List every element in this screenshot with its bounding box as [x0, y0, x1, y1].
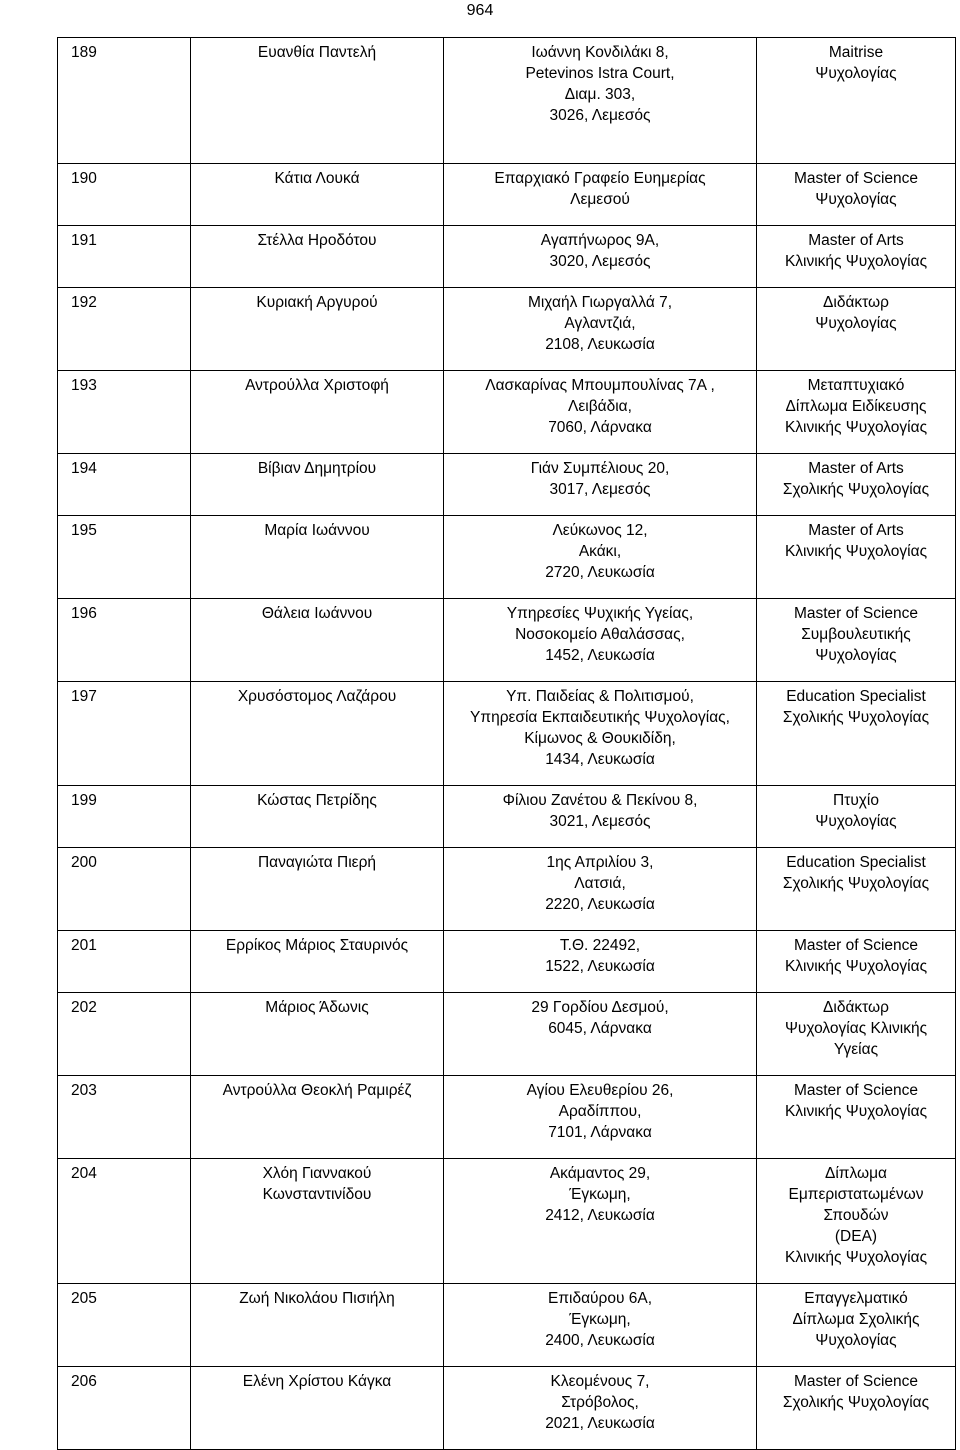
table-row	[58, 371, 956, 454]
address-line: Διαμ. 303,	[564, 86, 636, 103]
degree-line: Σπουδών	[823, 1207, 889, 1224]
address-line: Επιδαύρου 6Α,	[547, 1290, 653, 1307]
address-line: 2412, Λευκωσία	[545, 1207, 655, 1224]
degree-line: Κλινικής Ψυχολογίας	[784, 1249, 928, 1266]
address-line: 1522, Λευκωσία	[545, 958, 655, 975]
registry-number: 190	[58, 164, 191, 226]
registry-number: 200	[58, 848, 191, 931]
registry-number: 202	[58, 993, 191, 1076]
degree-line: Master of Science	[793, 170, 919, 187]
person-name-line: Ερρίκος Μάριος Σταυρινός	[225, 937, 409, 954]
degree-line: Education Specialist	[786, 854, 926, 871]
address-line: Ιωάννη Κονδιλάκι 8,	[531, 44, 669, 61]
degree-line: Μεταπτυχιακό	[807, 377, 905, 394]
registry-number: 196	[58, 599, 191, 682]
degree-line: Master of Science	[793, 1082, 919, 1099]
person-name	[191, 1159, 444, 1284]
address-line: Έγκωμη,	[569, 1186, 631, 1203]
registry-number: 201	[58, 931, 191, 993]
address	[444, 1367, 757, 1450]
person-name-line: Κυριακή Αργυρού	[256, 294, 378, 311]
person-name-line: Χλόη Γιαννακού	[262, 1165, 372, 1182]
person-name-line: Κωνσταντινίδου	[262, 1186, 372, 1203]
person-name	[191, 38, 444, 164]
person-name	[191, 164, 444, 226]
degree-line: Σχολικής Ψυχολογίας	[782, 1394, 930, 1411]
address-line: Λεύκωνος 12,	[552, 522, 648, 539]
degree-line: Master of Arts	[808, 522, 904, 539]
person-name-line: Ζωή Νικολάου Πισιήλη	[239, 1290, 395, 1307]
person-name-line: Παναγιώτα Πιερή	[257, 854, 377, 871]
person-name	[191, 288, 444, 371]
address-line: Ακάκι,	[578, 543, 622, 560]
person-name-line: Χρυσόστομος Λαζάρου	[237, 688, 397, 705]
person-name-line: Μαρία Ιωάννου	[264, 522, 370, 539]
table-row	[58, 1076, 956, 1159]
address-line: Λειβάδια,	[568, 398, 632, 415]
degree-line: Σχολικής Ψυχολογίας	[782, 875, 930, 892]
address-line: 2108, Λευκωσία	[545, 336, 655, 353]
degree	[757, 931, 956, 993]
table-row	[58, 1159, 956, 1284]
person-name	[191, 786, 444, 848]
registry-number: 206	[58, 1367, 191, 1450]
address-line: Γιάν Συμπέλιους 20,	[530, 460, 670, 477]
address-line: Λατσιά,	[574, 875, 626, 892]
degree-line: Master of Arts	[808, 460, 904, 477]
person-name-line: Αντρούλλα Χριστοφή	[245, 377, 389, 394]
person-name	[191, 931, 444, 993]
table-row	[58, 226, 956, 288]
registry-table	[57, 37, 956, 1450]
table-row	[58, 1284, 956, 1367]
address-line: Έγκωμη,	[569, 1311, 631, 1328]
person-name-line: Αντρούλλα Θεοκλή Ραμιρέζ	[222, 1082, 412, 1099]
address-line: 2021, Λευκωσία	[545, 1415, 655, 1432]
degree-line: Κλινικής Ψυχολογίας	[784, 253, 928, 270]
table-row	[58, 516, 956, 599]
address-line: 7060, Λάρνακα	[548, 419, 652, 436]
degree-line: Συμβουλευτικής	[801, 626, 911, 643]
degree-line: Ψυχολογίας	[815, 1332, 897, 1349]
degree-line: Κλινικής Ψυχολογίας	[784, 1103, 928, 1120]
address-line: Λασκαρίνας Μπουμπουλίνας 7Α ,	[485, 377, 715, 394]
degree	[757, 516, 956, 599]
person-name	[191, 371, 444, 454]
address	[444, 454, 757, 516]
degree-line: Ψυχολογίας	[815, 315, 897, 332]
person-name-line: Ελένη Χρίστου Κάγκα	[242, 1373, 392, 1390]
degree	[757, 848, 956, 931]
person-name	[191, 516, 444, 599]
address	[444, 1159, 757, 1284]
address-line: Μιχαήλ Γιωργαλλά 7,	[527, 294, 673, 311]
address	[444, 931, 757, 993]
table-row	[58, 164, 956, 226]
degree-line: Master of Science	[793, 605, 919, 622]
registry-number: 195	[58, 516, 191, 599]
degree-line: Δίπλωμα	[825, 1165, 887, 1182]
person-name-line: Βίβιαν Δημητρίου	[257, 460, 377, 477]
address	[444, 786, 757, 848]
table-row	[58, 848, 956, 931]
registry-number: 189	[58, 38, 191, 164]
degree	[757, 226, 956, 288]
person-name	[191, 1076, 444, 1159]
address	[444, 1284, 757, 1367]
address-line: 3026, Λεμεσός	[549, 107, 651, 124]
address	[444, 516, 757, 599]
degree-line: Education Specialist	[786, 688, 926, 705]
person-name	[191, 993, 444, 1076]
degree-line: Διδάκτωρ	[823, 294, 889, 311]
address-line: Νοσοκομείο Αθαλάσσας,	[515, 626, 685, 643]
degree-line: Master of Science	[793, 1373, 919, 1390]
registry-number: 192	[58, 288, 191, 371]
address-line: 3021, Λεμεσός	[549, 813, 651, 830]
degree-line: Σχολικής Ψυχολογίας	[782, 709, 930, 726]
registry-number: 191	[58, 226, 191, 288]
address	[444, 682, 757, 786]
address	[444, 848, 757, 931]
address-line: 2720, Λευκωσία	[545, 564, 655, 581]
degree	[757, 1159, 956, 1284]
degree-line: Σχολικής Ψυχολογίας	[782, 481, 930, 498]
degree-line: Ψυχολογίας	[815, 647, 897, 664]
address	[444, 38, 757, 164]
address-line: 1452, Λευκωσία	[545, 647, 655, 664]
address-line: Αγαπήνωρος 9Α,	[540, 232, 660, 249]
table-row	[58, 1367, 956, 1450]
address-line: Κλεομένους 7,	[550, 1373, 650, 1390]
page-number: 964	[466, 2, 494, 19]
address	[444, 599, 757, 682]
person-name-line: Μάριος Άδωνις	[265, 999, 369, 1016]
person-name-line: Κάτια Λουκά	[274, 170, 360, 187]
address-line: 2400, Λευκωσία	[545, 1332, 655, 1349]
registry-number: 203	[58, 1076, 191, 1159]
person-name-line: Στέλλα Ηροδότου	[257, 232, 377, 249]
address-line: Υπηρεσία Εκπαιδευτικής Ψυχολογίας,	[470, 709, 730, 726]
person-name	[191, 682, 444, 786]
degree-line: Υγείας	[833, 1041, 879, 1058]
degree-line: Κλινικής Ψυχολογίας	[784, 958, 928, 975]
degree-line: Ψυχολογίας	[815, 191, 897, 208]
person-name	[191, 1367, 444, 1450]
address-line: Ακάμαντος 29,	[549, 1165, 651, 1182]
degree-line: Διδάκτωρ	[823, 999, 889, 1016]
address-line: Κίμωνος & Θουκιδίδη,	[524, 730, 676, 747]
degree-line: Ψυχολογίας Κλινικής	[784, 1020, 928, 1037]
address	[444, 1076, 757, 1159]
degree-line: Δίπλωμα Ειδίκευσης	[785, 398, 927, 415]
table-row	[58, 288, 956, 371]
degree	[757, 1284, 956, 1367]
degree-line: Πτυχίο	[833, 792, 879, 809]
address	[444, 164, 757, 226]
address-line: 1434, Λευκωσία	[545, 751, 655, 768]
degree	[757, 38, 956, 164]
person-name-line: Ευανθία Παντελή	[257, 44, 377, 61]
address-line: 2220, Λευκωσία	[545, 896, 655, 913]
address-line: 7101, Λάρνακα	[548, 1124, 652, 1141]
degree	[757, 1076, 956, 1159]
address-line: Αραδίππου,	[558, 1103, 642, 1120]
table-row	[58, 38, 956, 164]
degree-line: (DEA)	[834, 1228, 878, 1245]
address	[444, 226, 757, 288]
address-line: Τ.Θ. 22492,	[559, 937, 641, 954]
address-line: 3017, Λεμεσός	[549, 481, 651, 498]
table-row	[58, 454, 956, 516]
address-line: 3020, Λεμεσός	[549, 253, 651, 270]
degree-line: Δίπλωμα Σχολικής	[792, 1311, 920, 1328]
table-row	[58, 682, 956, 786]
degree	[757, 371, 956, 454]
person-name	[191, 599, 444, 682]
degree-line: Maitrise	[828, 44, 884, 61]
address-line: 1ης Απριλίου 3,	[546, 854, 654, 871]
degree-line: Κλινικής Ψυχολογίας	[784, 543, 928, 560]
address	[444, 371, 757, 454]
table-row	[58, 786, 956, 848]
table-row	[58, 931, 956, 993]
degree-line: Κλινικής Ψυχολογίας	[784, 419, 928, 436]
registry-number: 193	[58, 371, 191, 454]
person-name	[191, 1284, 444, 1367]
registry-number: 194	[58, 454, 191, 516]
person-name	[191, 848, 444, 931]
degree	[757, 454, 956, 516]
address-line: 6045, Λάρνακα	[548, 1020, 652, 1037]
address	[444, 288, 757, 371]
address-line: Petevinos Istra Court,	[525, 65, 675, 82]
registry-number: 205	[58, 1284, 191, 1367]
address-line: Αγλαντζιά,	[564, 315, 636, 332]
address-line: Αγίου Ελευθερίου 26,	[526, 1082, 674, 1099]
degree-line: Ψυχολογίας	[815, 65, 897, 82]
degree-line: Master of Arts	[808, 232, 904, 249]
address-line: Στρόβολος,	[561, 1394, 639, 1411]
address-line: Φίλιου Ζανέτου & Πεκίνου 8,	[502, 792, 698, 809]
degree-line: Εμπεριστατωμένων	[788, 1186, 924, 1203]
degree	[757, 1367, 956, 1450]
degree-line: Επαγγελματικό	[804, 1290, 908, 1307]
address-line: 29 Γορδίου Δεσμού,	[531, 999, 669, 1016]
address	[444, 993, 757, 1076]
person-name	[191, 454, 444, 516]
degree-line: Master of Science	[793, 937, 919, 954]
address-line: Λεμεσού	[570, 191, 630, 208]
registry-number: 204	[58, 1159, 191, 1284]
degree	[757, 786, 956, 848]
degree	[757, 288, 956, 371]
table-row	[58, 993, 956, 1076]
address-line: Επαρχιακό Γραφείο Ευημερίας	[494, 170, 706, 187]
person-name-line: Θάλεια Ιωάννου	[261, 605, 373, 622]
degree	[757, 164, 956, 226]
degree	[757, 993, 956, 1076]
degree-line: Ψυχολογίας	[815, 813, 897, 830]
person-name	[191, 226, 444, 288]
registry-number: 199	[58, 786, 191, 848]
registry-number: 197	[58, 682, 191, 786]
degree	[757, 682, 956, 786]
degree	[757, 599, 956, 682]
address-line: Υπηρεσίες Ψυχικής Υγείας,	[506, 605, 694, 622]
address-line: Υπ. Παιδείας & Πολιτισμού,	[506, 688, 694, 705]
table-row	[58, 599, 956, 682]
person-name-line: Κώστας Πετρίδης	[257, 792, 377, 809]
